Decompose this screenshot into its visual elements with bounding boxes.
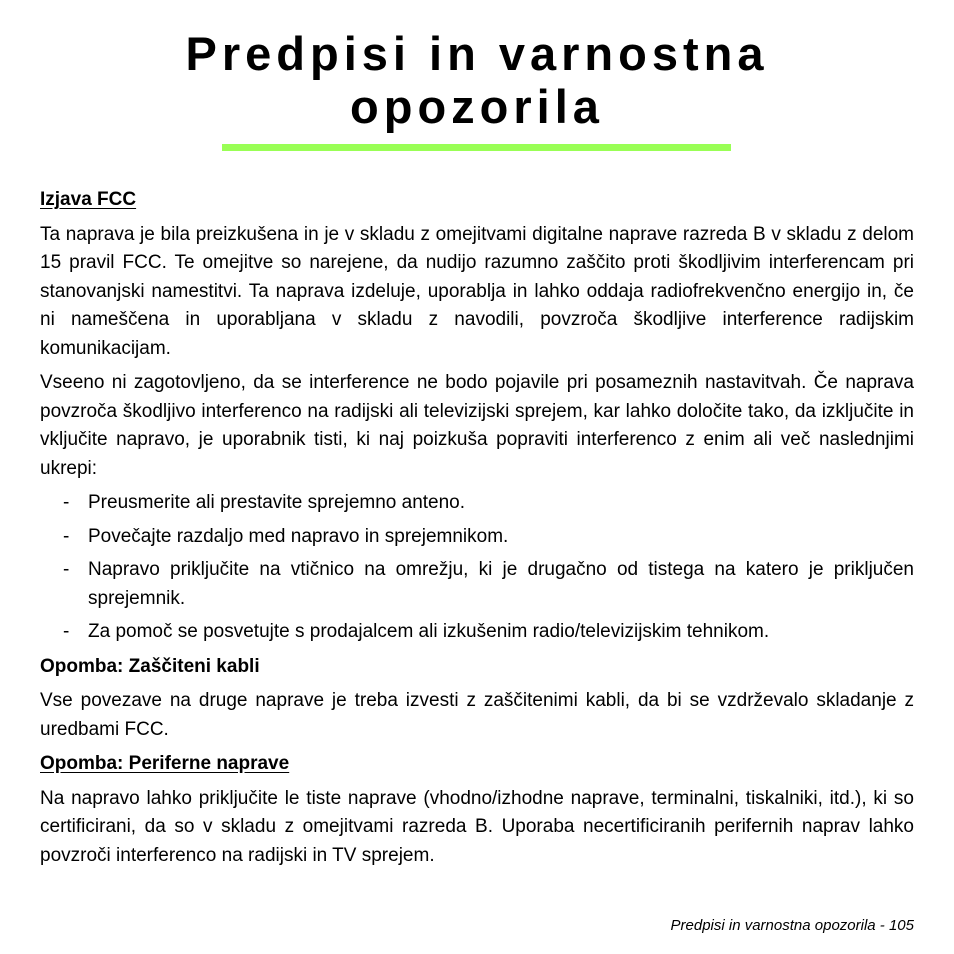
page-footer: Predpisi in varnostna opozorila - 105 bbox=[670, 917, 914, 934]
page-title-line2: opozorila bbox=[350, 80, 604, 133]
page-title bbox=[0, 27, 954, 133]
bullet-dash: - bbox=[63, 559, 70, 580]
bullet-dash: - bbox=[63, 525, 70, 547]
peripherals-heading: Opomba: Periferne naprave bbox=[40, 753, 290, 774]
list-item-text: Napravo priključite na vtičnico na omrežju, ki je drugačno od tistega na katero je priključen sprejemnik. bbox=[88, 559, 914, 609]
fcc-paragraph-1: Ta naprava je bila preizkušena in je v skladu z omejitvami digitalne naprave razreda B v skladu z delom 15 pravil FCC. Te omejitve so narejene, da nudijo razumno zaščito proti škodljivim interferencam pri stanovanjski namestitvi. Ta naprava izdeluje, uporablja in lahko oddaja radiofrekvenčno energijo in, če ni nameščena in uporabljana v skladu z navodili, povzroča škodljive interference radijskim komunikacijam. bbox=[40, 223, 914, 359]
bullet-dash: - bbox=[63, 621, 70, 642]
list-item-text: Preusmerite ali prestavite sprejemno anteno. bbox=[88, 492, 466, 513]
list-item-text: Povečajte razdaljo med napravo in sprejemnikom. bbox=[88, 525, 509, 547]
list-item bbox=[40, 489, 914, 518]
peripherals-paragraph: Na napravo lahko priključite le tiste naprave (vhodno/izhodne naprave, terminalni, tiskalniki, itd.), ki so certificirani, da so v skladu z omejitvami razreda B. Uporaba necertificiranih perifernih naprav lahko povzroči interferenco na radijski in TV sprejem. bbox=[40, 787, 914, 866]
document-body bbox=[40, 186, 914, 876]
cables-heading: Opomba: Zaščiteni kabli bbox=[40, 655, 260, 677]
fcc-paragraph-2: Vseeno ni zagotovljeno, da se interference ne bodo pojavile pri posameznih nastavitvah. Če naprava povzroča škodljivo interferenco na radijski ali televizijski sprejem, kar lahko določite tako, da izklјučite in vklјučite napravo, je uporabnik tisti, ki naj poizkuša popraviti interferenco z enim ali več naslednjimi ukrepi: bbox=[40, 372, 914, 479]
page-title-line1: Predpisi in varnostna bbox=[185, 27, 769, 80]
list-item bbox=[40, 523, 914, 552]
list-item bbox=[40, 556, 914, 613]
bullet-dash: - bbox=[63, 492, 70, 513]
title-underline-bar bbox=[222, 144, 731, 151]
cables-paragraph: Vse povezave na druge naprave je treba izvesti z zaščitenimi kabli, da bi se vzdrževalo skladanje z uredbami FCC. bbox=[40, 690, 914, 740]
fcc-heading: Izjava FCC bbox=[40, 189, 137, 210]
list-item-text: Za pomoč se posvetujte s prodajalcem ali izkušenim radio/televizijskim tehnikom. bbox=[88, 621, 770, 642]
list-item bbox=[40, 618, 914, 647]
remedy-list bbox=[40, 489, 914, 647]
